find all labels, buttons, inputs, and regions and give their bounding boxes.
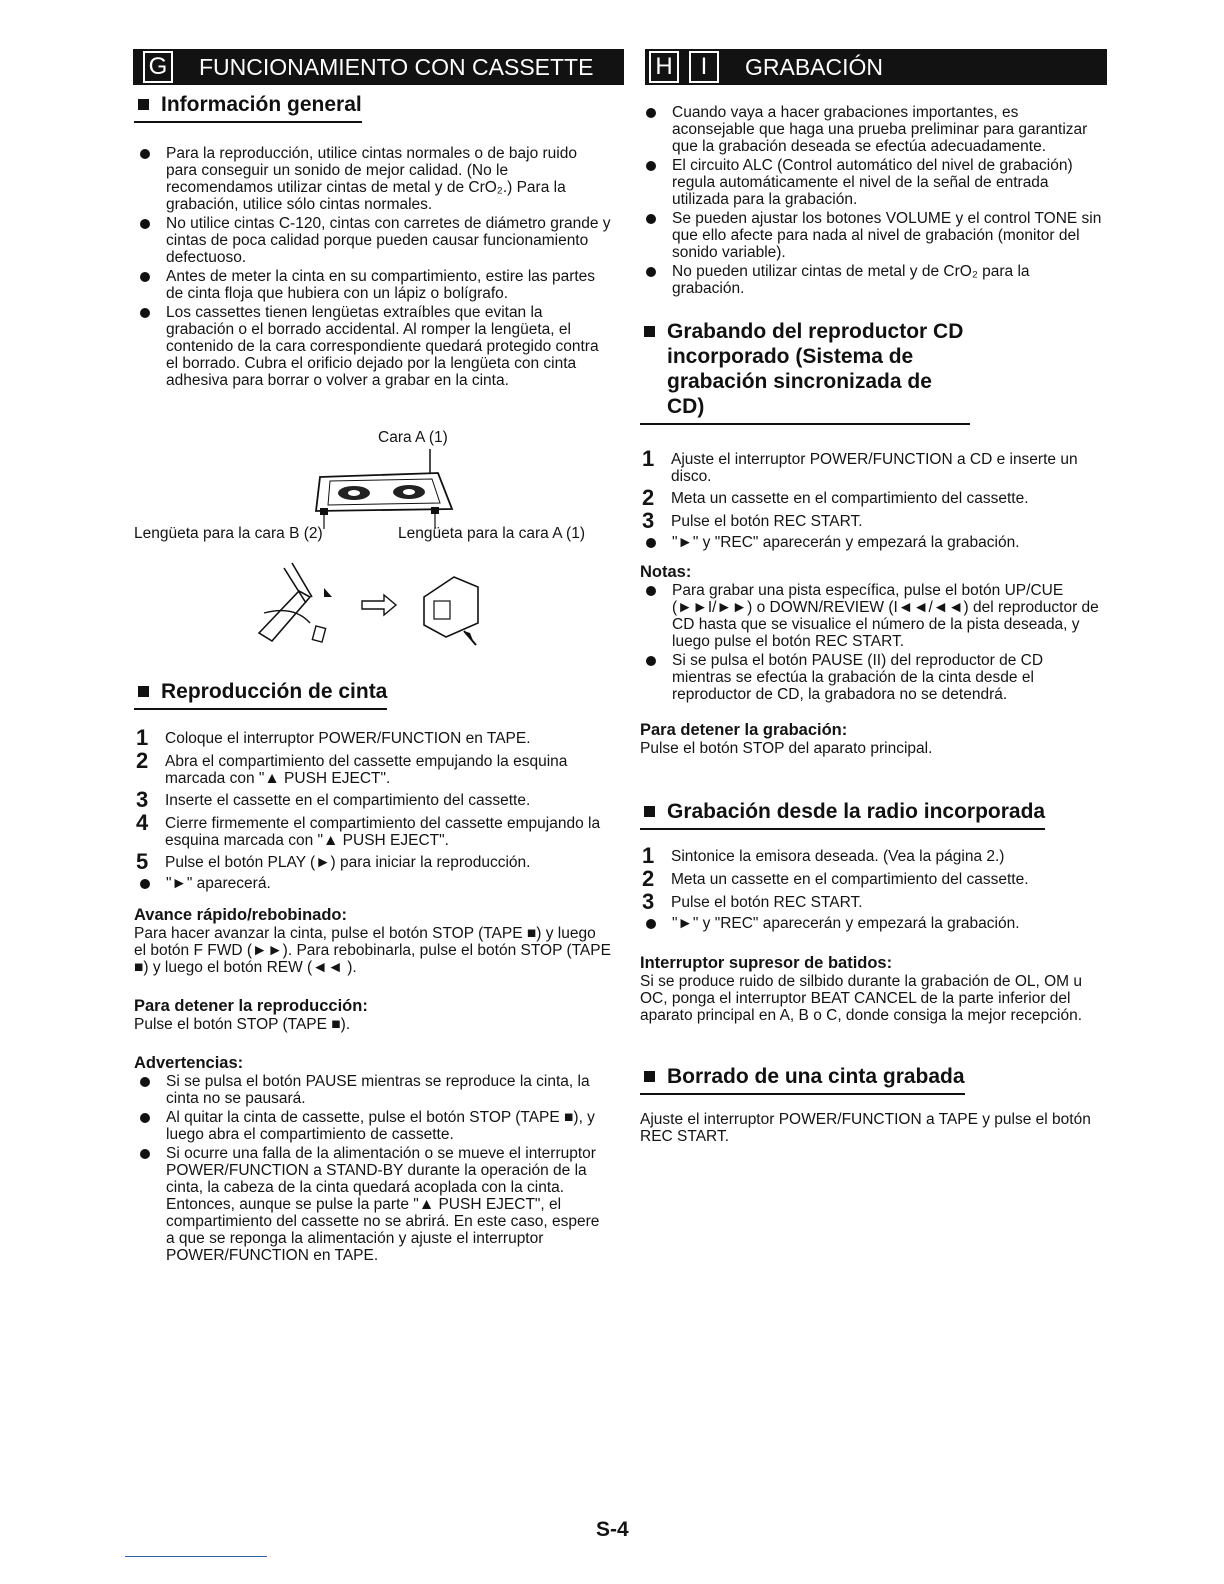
list-item: Se pueden ajustar los botones VOLUME y el control TONE sin que ello afecte para nada al nivel de grabación (monitor del sonido variable).	[640, 210, 1102, 261]
step-item: 3 Inserte el cassette en el compartimiento del cassette.	[136, 787, 531, 812]
radio-recording-steps	[640, 843, 1102, 914]
erase-heading: Borrado de una cinta grabada	[640, 1064, 965, 1095]
tab-removal-figure	[134, 553, 612, 653]
playback-steps	[134, 725, 612, 874]
list-item: Cuando vaya a hacer grabaciones importantes, es aconsejable que haga una prueba preliminar para garantizar que la grabación deseada se efectúa adecuadamente.	[640, 104, 1102, 155]
list-item: No utilice cintas C-120, cintas con carretes de diámetro grande y cintas de poca calidad porque pueden causar funcionamiento defectuoso.	[134, 215, 612, 266]
step-item: 4 Cierre firmemente el compartimiento del cassette empujando la esquina marcada con "▲ PUSH EJECT".	[136, 810, 601, 849]
radio-recording-result	[640, 915, 1102, 932]
list-item: "►" y "REC" aparecerán y empezará la grabación.	[640, 534, 1102, 551]
list-item: Los cassettes tienen lengüetas extraíbles que evitan la grabación o el borrado accidental. Al romper la lengüeta, el contenido de la cara correspondiente quedará protegido contra el borrado. Cubra el orificio dejado por la lengüeta con cinta adhesiva para borrar o volver a grabar en la cinta.	[134, 304, 612, 389]
cd-recording-steps	[640, 446, 1102, 533]
list-item: Para grabar una pista específica, pulse el botón UP/CUE (►►I/►►) o DOWN/REVIEW (I◄◄/◄◄) del reproductor de CD hasta que se visualice el número de la pista deseada, y luego pulse el botón REC START.	[640, 582, 1102, 650]
list-item: Si se pulsa el botón PAUSE mientras se reproduce la cinta, la cinta no se pausará.	[134, 1073, 612, 1107]
stop-recording-text: Pulse el botón STOP del aparato principal.	[640, 740, 933, 757]
notes-heading: Notas:	[640, 563, 692, 581]
step-item: 3 Pulse el botón REC START.	[642, 508, 863, 533]
list-item: "►" aparecerá.	[134, 875, 612, 892]
general-info-list	[134, 145, 612, 389]
step-item: 2 Abra el compartimiento del cassette empujando la esquina marcada con "▲ PUSH EJECT".	[136, 748, 568, 787]
side-a-label: Cara A (1)	[378, 429, 448, 446]
ffrew-text: Para hacer avanzar la cinta, pulse el botón STOP (TAPE ■) y luego el botón F FWD (►►). Para rebobinarla, pulse el botón STOP (TAPE ■) y luego el botón REW (◄◄ ).	[134, 925, 611, 976]
list-item: "►" y "REC" aparecerán y empezará la grabación.	[640, 915, 1102, 932]
notes-list	[640, 582, 1102, 703]
beat-cancel-text: Si se produce ruido de silbido durante la grabación de OL, OM u OC, ponga el interruptor BEAT CANCEL de la parte inferior del aparato principal en A, B o C, donde consiga la mejor recepción.	[640, 973, 1083, 1024]
step-item: 2 Meta un cassette en el compartimiento del cassette.	[642, 485, 1029, 510]
radio-recording-heading: Grabación desde la radio incorporada	[640, 799, 1045, 830]
warnings-heading: Advertencias:	[134, 1054, 244, 1072]
general-info-heading: Información general	[134, 92, 362, 123]
stop-playback-text: Pulse el botón STOP (TAPE ■).	[134, 1016, 351, 1033]
list-item: Si ocurre una falla de la alimentación o se mueve el interruptor POWER/FUNCTION a STAND-BY durante la operación de la cinta, la cabeza de la cinta quedará acoplada con la cinta. Entonces, aunque se pulse la parte "▲ PUSH EJECT", el compartimiento del cassette no se abrirá. En este caso, espere a que se reponga la alimentación y ajuste el interruptor POWER/FUNCTION en TAPE.	[134, 1145, 612, 1264]
step-item: 5 Pulse el botón PLAY (►) para iniciar la reproducción.	[136, 849, 531, 874]
list-item: Para la reproducción, utilice cintas normales o de bajo ruido para conseguir un sonido de mejor calidad. (No le recomendamos utilizar cintas de metal y de CrO₂.) Para la grabación, utilice sólo cintas normales.	[134, 145, 612, 213]
cd-recording-heading: Grabando del reproductor CD incorporado (Sistema de grabación sincronizada de CD)	[640, 319, 970, 425]
section-title-cassette: FUNCIONAMIENTO CON CASSETTE	[199, 54, 594, 80]
list-item: Si se pulsa el botón PAUSE (II) del reproductor de CD mientras se efectúa la grabación de la cinta desde el reproductor de CD, la grabadora no se detendrá.	[640, 652, 1102, 703]
footer-divider	[125, 1556, 267, 1557]
left-column	[134, 92, 612, 1266]
beat-cancel-heading: Interruptor supresor de batidos:	[640, 954, 893, 972]
step-item: 1 Coloque el interruptor POWER/FUNCTION en TAPE.	[136, 725, 531, 750]
cassette-tab-figure	[134, 429, 612, 541]
section-title-grabacion: GRABACIÓN	[745, 54, 884, 80]
cd-recording-result	[640, 534, 1102, 551]
recording-intro-list	[640, 104, 1102, 297]
step-item: 3 Pulse el botón REC START.	[642, 889, 863, 914]
section-header-grabacion	[645, 49, 1107, 85]
playback-heading: Reproducción de cinta	[134, 679, 387, 710]
right-column	[640, 104, 1102, 1145]
page-number: S-4	[596, 1518, 629, 1541]
list-item: Antes de meter la cinta en su compartimiento, estire las partes de cinta floja que hubiera con un lápiz o bolígrafo.	[134, 268, 612, 302]
step-item: 1 Ajuste el interruptor POWER/FUNCTION a CD e inserte un disco.	[642, 446, 1078, 485]
step-item: 2 Meta un cassette en el compartimiento del cassette.	[642, 866, 1029, 891]
tab-removal-illustration-icon	[134, 553, 612, 653]
tab-a-label: Lengüeta para la cara A (1)	[398, 525, 585, 542]
erase-text: Ajuste el interruptor POWER/FUNCTION a TAPE y pulse el botón REC START.	[640, 1111, 1091, 1145]
ffrew-heading: Avance rápido/rebobinado:	[134, 906, 348, 924]
section-letter-i: I	[689, 51, 719, 83]
section-header-cassette	[133, 49, 624, 85]
list-item: El circuito ALC (Control automático del nivel de grabación) regula automáticamente el nivel de la señal de entrada utilizada para la grabación.	[640, 157, 1102, 208]
step-item: 1 Sintonice la emisora deseada. (Vea la página 2.)	[642, 843, 1005, 868]
tab-b-label: Lengüeta para la cara B (2)	[134, 525, 323, 542]
section-letter-g: G	[143, 51, 173, 83]
warnings-list	[134, 1073, 612, 1264]
stop-playback-heading: Para detener la reproducción:	[134, 997, 368, 1015]
stop-recording-heading: Para detener la grabación:	[640, 721, 848, 739]
playback-result	[134, 875, 612, 892]
list-item: No pueden utilizar cintas de metal y de CrO₂ para la grabación.	[640, 263, 1102, 297]
section-letter-h: H	[649, 51, 679, 83]
list-item: Al quitar la cinta de cassette, pulse el botón STOP (TAPE ■), y luego abra el compartimiento de cassette.	[134, 1109, 612, 1143]
